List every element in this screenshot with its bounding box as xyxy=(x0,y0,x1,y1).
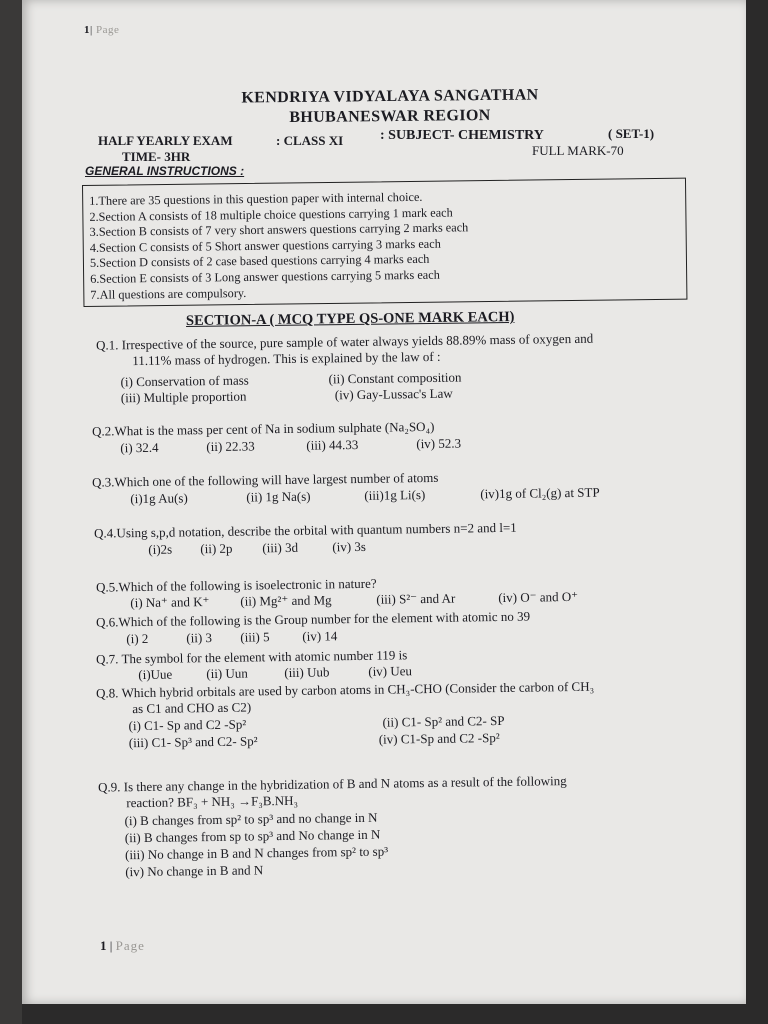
option-2: (ii) Uun xyxy=(206,665,248,682)
page-number-bottom xyxy=(100,938,145,954)
option-1: (i)1g Au(s) xyxy=(130,490,188,507)
question-text: as C1 and CHO as C2) xyxy=(132,699,252,717)
instruction-item: 6.Section E consists of 3 Long answer questions carrying 5 marks each xyxy=(90,267,440,286)
option-2: (ii) B changes from sp to sp³ and No change in N xyxy=(124,826,381,846)
instruction-item: 4.Section C consists of 5 Short answer questions carrying 3 marks each xyxy=(89,236,441,255)
question-text: Q.1. Irrespective of the source, pure sample of water always yields 88.89% mass of oxygen and xyxy=(95,330,594,353)
instruction-item: 5.Section D consists of 2 case based questions carrying 4 marks each xyxy=(89,252,430,271)
option-1: (i) B changes from sp² to sp³ and no change in N xyxy=(124,809,378,829)
page-number-top xyxy=(84,24,119,36)
instruction-item: 3.Section B consists of 7 very short answers questions carrying 2 marks each xyxy=(89,220,469,240)
class-label: : CLASS XI xyxy=(276,133,344,148)
question-text: Q.9. Is there any change in the hybridization of B and N atoms as a result of the following xyxy=(97,773,567,795)
question-1 xyxy=(70,329,710,406)
question-text: reaction? BF₃ + NH₃ →F₃B.NH₃ xyxy=(126,792,299,811)
option-3: (iii) 3d xyxy=(262,539,299,556)
full-mark-label: FULL MARK-70 xyxy=(532,143,624,158)
question-text: Q.2.What is the mass per cent of Na in sodium sulphate (Na₂SO₄) xyxy=(91,418,435,439)
option-2: (ii) 3 xyxy=(186,630,213,646)
option-4: (iv) 3s xyxy=(332,538,367,555)
time-label: TIME- 3HR xyxy=(122,149,191,164)
option-1: (i) Conservation of mass xyxy=(120,372,249,390)
question-2 xyxy=(70,415,710,456)
option-3: (iii) C1- Sp³ and C2- Sp² xyxy=(128,733,258,751)
set-label: ( SET-1) xyxy=(608,126,655,141)
option-4: (iv) C1-Sp and C2 -Sp² xyxy=(378,730,500,747)
section-a-title: SECTION-A ( MCQ TYPE QS-ONE MARK EACH) xyxy=(185,308,515,330)
question-7 xyxy=(70,643,710,683)
option-2: (ii) 2p xyxy=(200,540,233,557)
option-4: (iv) Gay-Lussac's Law xyxy=(334,385,453,403)
option-2: (ii) 22.33 xyxy=(206,438,255,455)
page-number-label: Page xyxy=(115,938,145,953)
option-1: (i) C1- Sp and C2 -Sp² xyxy=(128,716,247,734)
option-4: (iv) O⁻ and O⁺ xyxy=(498,588,579,606)
option-3: (iii) Uub xyxy=(284,664,330,681)
option-4: (iv)1g of Cl₂(g) at STP xyxy=(480,484,600,502)
option-4: (iv) No change in B and N xyxy=(125,862,264,880)
question-3 xyxy=(70,466,710,507)
instruction-item: 7.All questions are compulsory. xyxy=(90,285,247,302)
option-3: (iii) Multiple proportion xyxy=(120,388,247,406)
instructions-box xyxy=(82,178,687,307)
question-8 xyxy=(70,677,710,751)
question-text: Q.7. The symbol for the element with atomic number 119 is xyxy=(95,647,408,667)
question-5 xyxy=(70,571,710,611)
option-2: (ii) Constant composition xyxy=(328,369,462,387)
general-instructions-title: GENERAL INSTRUCTIONS : xyxy=(85,164,245,178)
page-number-separator: | xyxy=(109,938,113,953)
page-number-value: 1 xyxy=(100,938,107,953)
org-title: KENDRIYA VIDYALAYA SANGATHAN xyxy=(241,86,539,107)
question-text: Q.3.Which one of the following will have largest number of atoms xyxy=(91,469,439,490)
instruction-item: 1.There are 35 questions in this question paper with internal choice. xyxy=(89,189,423,208)
option-1: (i)Uue xyxy=(138,666,173,683)
option-4: (iv) Ueu xyxy=(368,663,413,679)
question-4 xyxy=(70,517,710,557)
option-4: (iv) 14 xyxy=(302,628,338,644)
option-2: (ii) C1- Sp² and C2- SP xyxy=(382,712,505,730)
question-text: Q.6.Which of the following is the Group number for the element with atomic no 39 xyxy=(95,608,531,630)
question-9 xyxy=(70,771,710,880)
subject-label: : SUBJECT- CHEMISTRY xyxy=(380,128,544,143)
desk-background xyxy=(0,0,22,1024)
exam-page xyxy=(22,0,746,1004)
option-2: (ii) 1g Na(s) xyxy=(246,488,311,505)
option-3: (iii) 44.33 xyxy=(306,436,359,453)
exam-name: HALF YEARLY EXAM xyxy=(98,133,233,148)
region-title: BHUBANESWAR REGION xyxy=(289,106,491,127)
option-1: (i) 32.4 xyxy=(120,439,159,456)
option-2: (ii) Mg²⁺ and Mg xyxy=(240,592,332,609)
option-1: (i) Na⁺ and K⁺ xyxy=(130,594,210,611)
option-3: (iii) 5 xyxy=(240,629,270,645)
instruction-item: 2.Section A consists of 18 multiple choice questions carrying 1 mark each xyxy=(89,205,453,224)
page-number-value: 1 xyxy=(84,24,90,36)
page-number-separator: | xyxy=(90,24,93,36)
option-1: (i) 2 xyxy=(126,630,149,647)
option-1: (i)2s xyxy=(148,541,173,557)
page-content xyxy=(70,0,710,1004)
page-number-label: Page xyxy=(95,24,120,36)
question-text: Q.4.Using s,p,d notation, describe the orbital with quantum numbers n=2 and l=1 xyxy=(93,519,517,541)
question-text: Q.8. Which hybrid orbitals are used by carbon atoms in CH₃-CHO (Consider the carbon of CH₃ xyxy=(95,678,595,701)
question-text: Q.5.Which of the following is isoelectronic in nature? xyxy=(95,575,377,595)
option-3: (iii)1g Li(s) xyxy=(364,487,426,503)
option-3: (iii) No change in B and N changes from sp² to sp³ xyxy=(124,843,389,863)
question-text: 11.11% mass of hydrogen. This is explained by the law of : xyxy=(132,348,441,369)
option-4: (iv) 52.3 xyxy=(416,435,462,452)
option-3: (iii) S²⁻ and Ar xyxy=(376,590,456,607)
